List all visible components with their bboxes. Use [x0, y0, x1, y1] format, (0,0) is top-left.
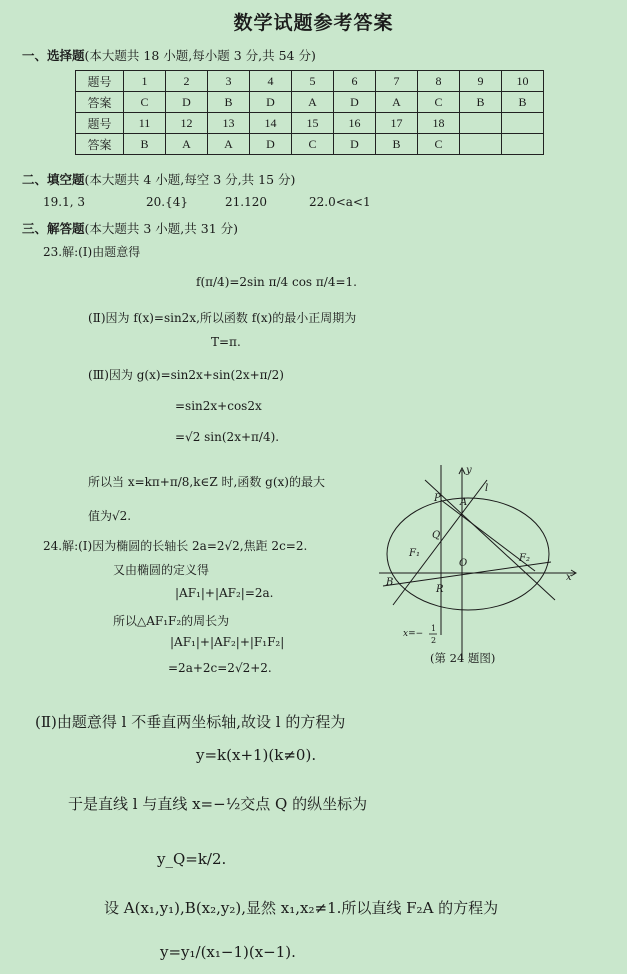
table-cell: B [502, 92, 544, 113]
table-cell: 7 [376, 71, 418, 92]
table-cell: A [166, 134, 208, 155]
label-o: O [459, 558, 468, 569]
table-cell: 13 [208, 113, 250, 134]
section-2-note: (本大题共 4 小题,每空 3 分,共 15 分) [84, 172, 296, 187]
table-cell: 17 [376, 113, 418, 134]
table-cell: B [376, 134, 418, 155]
fill-answer-22: 22.0<a<1 [309, 195, 371, 209]
section-1-header [22, 46, 316, 64]
section-2-header [22, 170, 295, 188]
label-half-den: 2 [431, 636, 437, 645]
table-cell: A [208, 134, 250, 155]
problem-23-part3: (Ⅲ)因为 g(x)=sin2x+sin(2x+π/2) [88, 368, 284, 382]
problem-23-part2: (Ⅱ)因为 f(x)=sin2x,所以函数 f(x)的最小正周期为 [88, 311, 357, 325]
table-cell: A [292, 92, 334, 113]
table-cell: D [250, 134, 292, 155]
section-2-title: 二、填空题 [22, 172, 85, 187]
table-cell: 4 [250, 71, 292, 92]
problem-23-period: T=π. [211, 335, 241, 349]
problem-24-line-eq: y=k(x+1)(k≠0). [196, 746, 317, 764]
table-cell: B [460, 92, 502, 113]
problem-24-intersection: 于是直线 l 与直线 x=−½交点 Q 的纵坐标为 [68, 795, 368, 813]
table-cell [502, 134, 544, 155]
label-b: B [386, 577, 394, 588]
table-cell: 14 [250, 113, 292, 134]
table-cell [460, 113, 502, 134]
problem-24-part2-head: (Ⅱ)由题意得 l 不垂直两坐标轴,故设 l 的方程为 [35, 713, 346, 731]
table-row [76, 134, 544, 155]
problem-23-intro: 23.解:(Ⅰ)由题意得 [43, 245, 141, 259]
table-cell: B [208, 92, 250, 113]
table-cell: 题号 [76, 71, 124, 92]
problem-24-yq: y_Q=k/2. [157, 850, 227, 868]
problem-23-when: 所以当 x=kπ+π/8,k∈Z 时,函数 g(x)的最大 [88, 475, 325, 489]
problem-23-max: 值为√2. [88, 509, 132, 523]
table-cell: 16 [334, 113, 376, 134]
answer-table [75, 70, 544, 155]
problem-24-def: 又由椭圆的定义得 [113, 563, 210, 577]
table-row [76, 113, 544, 134]
section-3-note: (本大题共 3 小题,共 31 分) [84, 221, 238, 236]
label-l: l [485, 483, 489, 494]
table-cell: 2 [166, 71, 208, 92]
problem-24-perimeter: 所以△AF₁F₂的周长为 [113, 614, 230, 628]
table-cell: 12 [166, 113, 208, 134]
table-cell: D [334, 134, 376, 155]
table-cell: 答案 [76, 92, 124, 113]
fill-answer-21: 21.120 [225, 195, 267, 209]
problem-23-step2: =sin2x+cos2x [175, 399, 262, 413]
table-cell: 1 [124, 71, 166, 92]
label-q: Q [432, 530, 441, 541]
table-cell: 3 [208, 71, 250, 92]
section-3-title: 三、解答题 [22, 221, 85, 236]
table-cell: 8 [418, 71, 460, 92]
label-x-line: x=− [403, 629, 424, 639]
table-cell: C [418, 92, 460, 113]
table-cell: 11 [124, 113, 166, 134]
table-cell: D [250, 92, 292, 113]
section-1-note: (本大题共 18 小题,每小题 3 分,共 54 分) [84, 48, 316, 63]
label-x: x [566, 572, 572, 583]
table-cell: 10 [502, 71, 544, 92]
section-1-title: 一、选择题 [22, 48, 85, 63]
line-f2a [425, 480, 555, 600]
page-title: 数学试题参考答案 [233, 12, 394, 34]
table-cell: C [292, 134, 334, 155]
table-row [76, 92, 544, 113]
table-cell: C [124, 92, 166, 113]
problem-24-eq3: =2a+2c=2√2+2. [168, 661, 272, 675]
problem-24-f2a-eq: y=y₁/(x₁−1)(x−1). [160, 943, 296, 961]
problem-23-step3: =√2 sin(2x+π/4). [175, 430, 280, 444]
table-cell: D [166, 92, 208, 113]
table-cell [460, 134, 502, 155]
problem-23-eq1: f(π/4)=2sin π/4 cos π/4=1. [196, 275, 357, 289]
problem-24-eq1: |AF₁|+|AF₂|=2a. [175, 586, 274, 600]
fill-answer-19: 19.1, 3 [43, 195, 85, 209]
table-cell: B [124, 134, 166, 155]
table-cell: 答案 [76, 134, 124, 155]
problem-24-intro: 24.解:(Ⅰ)因为椭圆的长轴长 2a=2√2,焦距 2c=2. [43, 539, 308, 553]
table-cell: 5 [292, 71, 334, 92]
label-p: P [434, 493, 441, 504]
table-cell: C [418, 134, 460, 155]
table-cell: 6 [334, 71, 376, 92]
problem-24-set-ab: 设 A(x₁,y₁),B(x₂,y₂),显然 x₁,x₂≠1.所以直线 F₂A 的方程为 [104, 899, 499, 917]
table-cell: 18 [418, 113, 460, 134]
table-cell [502, 113, 544, 134]
problem-24-eq2: |AF₁|+|AF₂|+|F₁F₂| [170, 635, 285, 649]
ellipse-figure [375, 460, 585, 670]
table-cell: 题号 [76, 113, 124, 134]
label-a: A [460, 497, 468, 508]
table-cell: A [376, 92, 418, 113]
label-f2: F₂ [519, 553, 530, 564]
label-f1: F₁ [409, 548, 420, 559]
section-3-header [22, 219, 238, 237]
figure-caption: (第 24 题图) [430, 651, 496, 665]
table-row [76, 71, 544, 92]
label-half-num: 1 [431, 624, 437, 633]
table-cell: 15 [292, 113, 334, 134]
label-r: R [436, 584, 444, 595]
label-y: y [466, 465, 472, 476]
fill-answer-20: 20.{4} [146, 195, 188, 209]
table-cell: D [334, 92, 376, 113]
table-cell: 9 [460, 71, 502, 92]
